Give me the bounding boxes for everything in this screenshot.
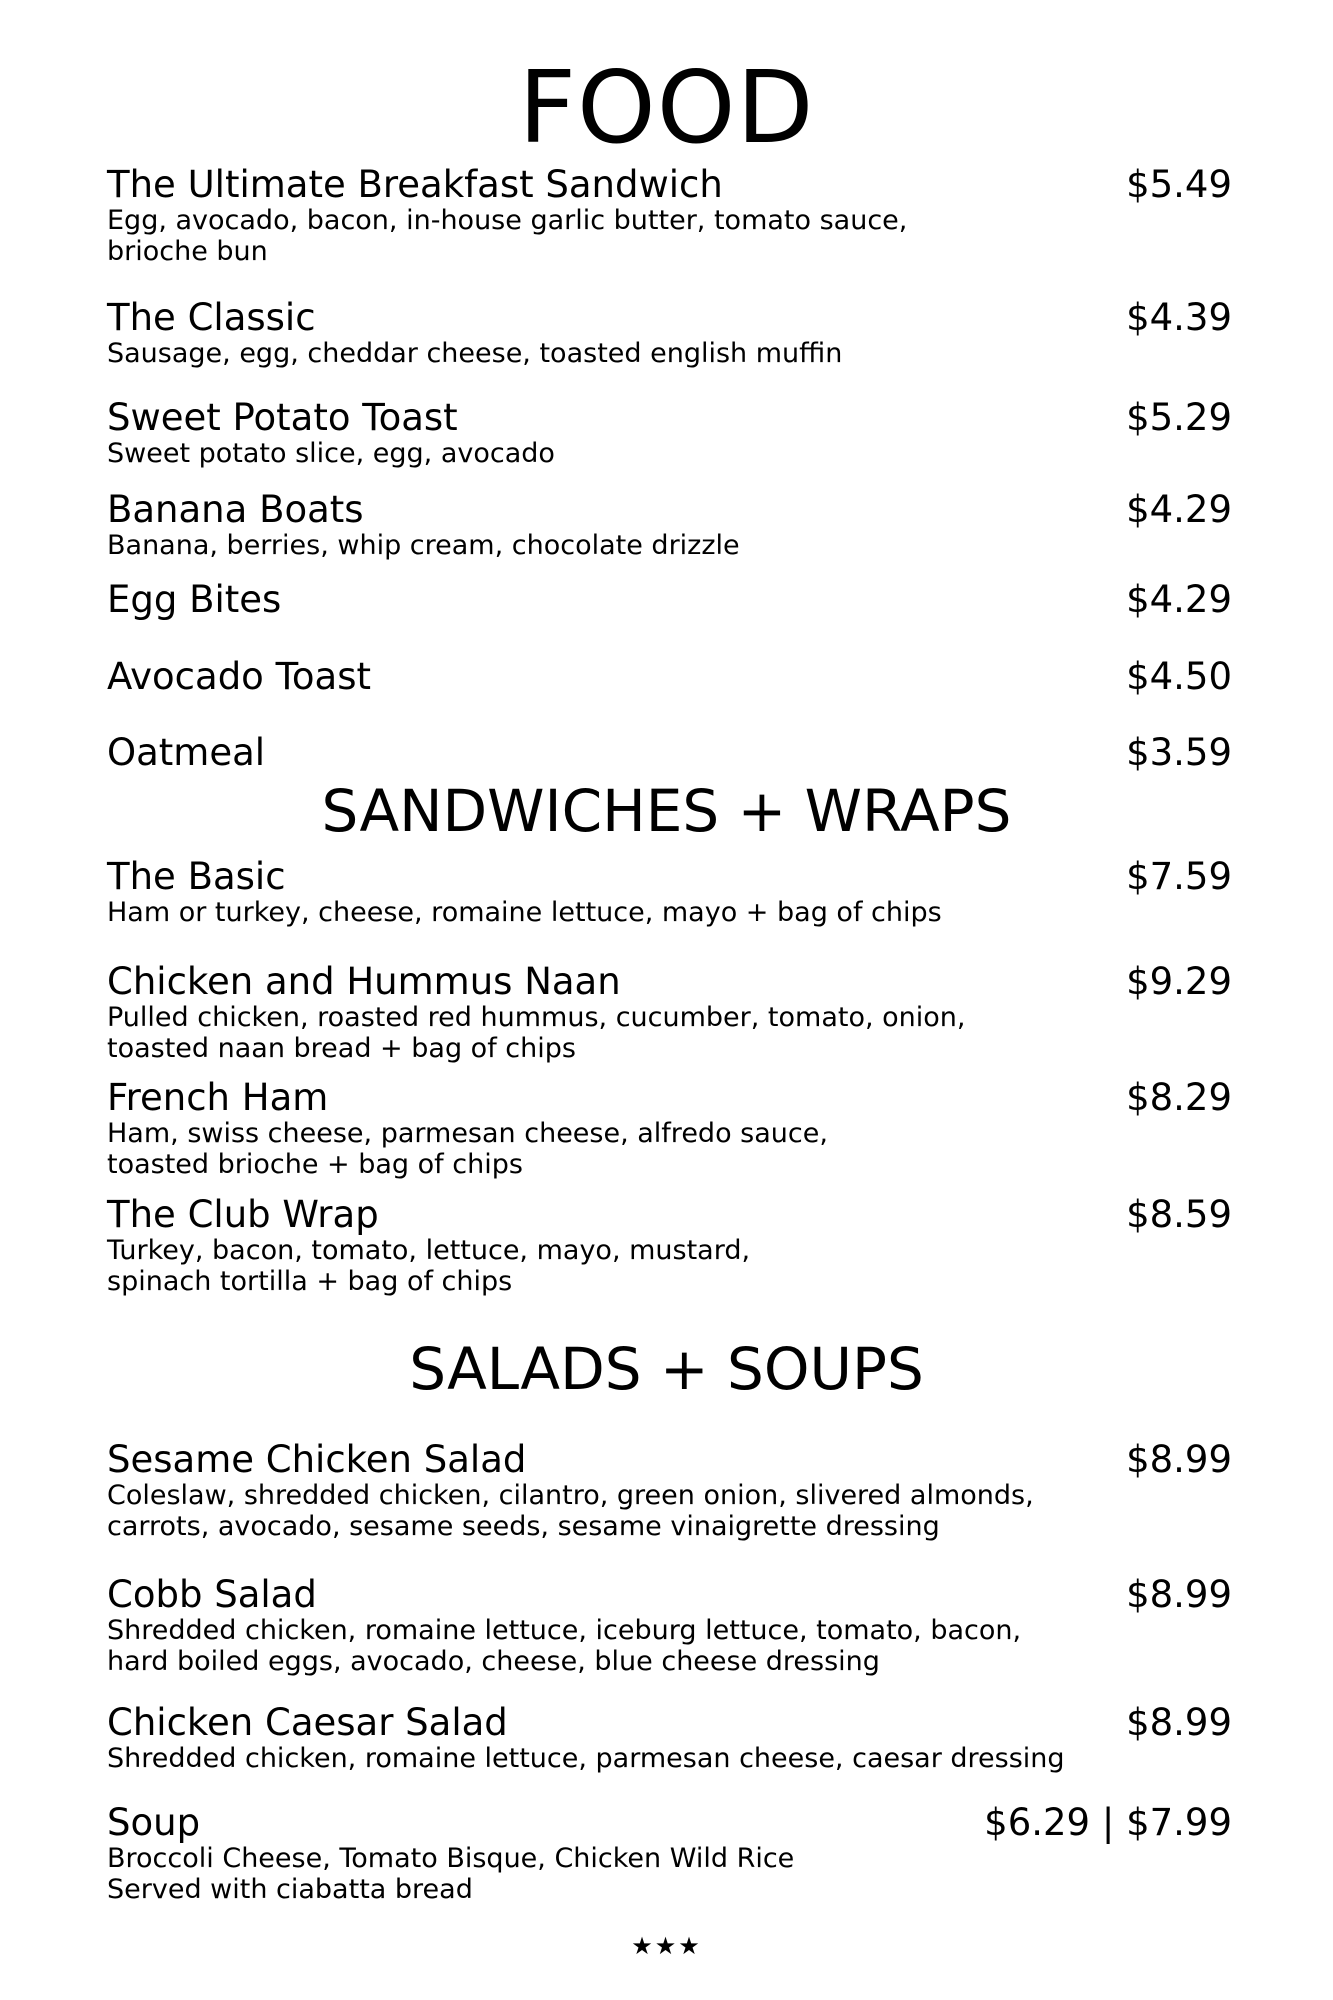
menu-item-price: $8.59 xyxy=(1126,1193,1232,1236)
menu-item xyxy=(107,298,1232,369)
menu-item-price: $4.29 xyxy=(1126,488,1232,531)
menu-item-name: The Ultimate Breakfast Sandwich xyxy=(107,163,723,206)
menu-item-description: Coleslaw, shredded chicken, cilantro, green onion, slivered almonds, xyxy=(107,1480,1034,1511)
menu-item-name: Oatmeal xyxy=(107,731,266,774)
menu-item-name: The Classic xyxy=(107,296,316,339)
food-section-title: FOOD xyxy=(518,49,815,166)
menu-item-price: $8.99 xyxy=(1126,1438,1232,1481)
menu-item-name: Sweet Potato Toast xyxy=(107,396,458,439)
menu-item-description: Ham, swiss cheese, parmesan cheese, alfredo sauce, xyxy=(107,1118,828,1149)
sandwiches-section-title: SANDWICHES + WRAPS xyxy=(321,777,1012,845)
menu-item-name: Sesame Chicken Salad xyxy=(107,1438,527,1481)
menu-item-description: Pulled chicken, roasted red hummus, cucumber, tomato, onion, xyxy=(107,1002,966,1033)
menu-item-name: Chicken Caesar Salad xyxy=(107,1701,508,1744)
menu-item xyxy=(107,165,1232,267)
menu-item-description: Shredded chicken, romaine lettuce, iceburg lettuce, tomato, bacon, xyxy=(107,1615,1022,1646)
salads-section-title: SALADS + SOUPS xyxy=(409,1335,924,1403)
menu-item-description: Turkey, bacon, tomato, lettuce, mayo, mustard, xyxy=(107,1235,751,1266)
menu-item-name: Cobb Salad xyxy=(107,1573,317,1616)
menu-item-description: Sausage, egg, cheddar cheese, toasted english muffin xyxy=(107,338,843,369)
menu-item-description: spinach tortilla + bag of chips xyxy=(107,1266,513,1297)
menu-item xyxy=(107,1440,1232,1542)
menu-item xyxy=(107,962,1232,1064)
footer-stars-icon: ★★★ xyxy=(631,1932,702,1960)
menu-item xyxy=(107,1803,1232,1905)
menu-item-name: The Club Wrap xyxy=(107,1193,379,1236)
menu-item xyxy=(107,1078,1232,1180)
menu-item-price: $8.99 xyxy=(1126,1701,1232,1744)
menu-item-description: Ham or turkey, cheese, romaine lettuce, mayo + bag of chips xyxy=(107,897,942,928)
menu-item-description: Broccoli Cheese, Tomato Bisque, Chicken Wild Rice xyxy=(107,1843,795,1874)
menu-item xyxy=(107,490,1232,561)
menu-item-name: Egg Bites xyxy=(107,578,282,621)
menu-item-description: Egg, avocado, bacon, in-house garlic butter, tomato sauce, xyxy=(107,205,908,236)
menu-item-name: Soup xyxy=(107,1801,201,1844)
menu-item-price: $4.39 xyxy=(1126,296,1232,339)
menu-item-description: hard boiled eggs, avocado, cheese, blue cheese dressing xyxy=(107,1646,880,1677)
menu-item-description: toasted brioche + bag of chips xyxy=(107,1149,523,1180)
menu-item-price: $9.29 xyxy=(1126,960,1232,1003)
menu-item-price: $4.50 xyxy=(1126,655,1232,698)
menu-item-description: Served with ciabatta bread xyxy=(107,1874,473,1905)
menu-item-description: Sweet potato slice, egg, avocado xyxy=(107,438,555,469)
menu-item-price: $5.29 xyxy=(1126,396,1232,439)
menu-item-name: The Basic xyxy=(107,855,286,898)
menu-item xyxy=(107,657,1232,697)
menu-item xyxy=(107,580,1232,620)
menu-item-description: brioche bun xyxy=(107,236,268,267)
menu-item-price: $6.29 | $7.99 xyxy=(984,1801,1232,1844)
menu-item-description: Shredded chicken, romaine lettuce, parmesan cheese, caesar dressing xyxy=(107,1743,1065,1774)
menu-item-name: Avocado Toast xyxy=(107,655,371,698)
menu-item-name: Chicken and Hummus Naan xyxy=(107,960,621,1003)
menu-item-price: $7.59 xyxy=(1126,855,1232,898)
menu-item-price: $5.49 xyxy=(1126,163,1232,206)
menu-item xyxy=(107,1703,1232,1774)
menu-item-price: $8.99 xyxy=(1126,1573,1232,1616)
menu-item-price: $8.29 xyxy=(1126,1076,1232,1119)
menu-item xyxy=(107,398,1232,469)
menu-item xyxy=(107,1195,1232,1297)
menu-item-name: Banana Boats xyxy=(107,488,364,531)
menu-item xyxy=(107,857,1232,928)
menu-item-description: carrots, avocado, sesame seeds, sesame vinaigrette dressing xyxy=(107,1511,940,1542)
menu-item xyxy=(107,733,1232,773)
menu-item-description: Banana, berries, whip cream, chocolate drizzle xyxy=(107,530,740,561)
menu-item xyxy=(107,1575,1232,1677)
menu-item-price: $3.59 xyxy=(1126,731,1232,774)
menu-item-price: $4.29 xyxy=(1126,578,1232,621)
menu-item-name: French Ham xyxy=(107,1076,329,1119)
menu-item-description: toasted naan bread + bag of chips xyxy=(107,1033,576,1064)
